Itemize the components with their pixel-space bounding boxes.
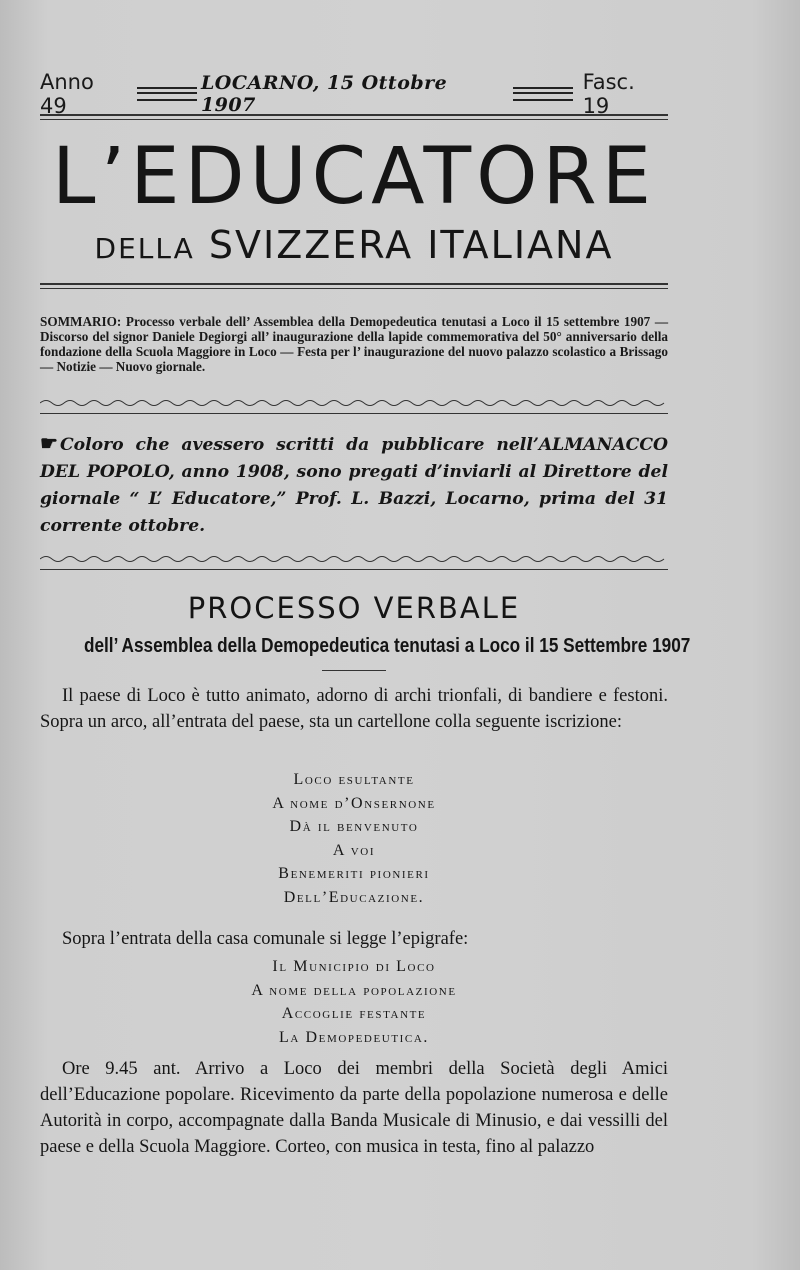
sommario-text: Processo verbale dell’ Assemblea della Demopedeutica tenutasi a Loco il 15 settembre 1907 — Discorso del signor Daniele Degiorgi all’ inaugurazione della lapide commemorativa del 50° anniversario della fondazione della Scuola Maggiore in Loco — Festa per l’ inaugurazione del nuovo palazzo scolastico a Brissago — Notizie — Nuovo giornale.: [40, 314, 669, 374]
notice-top-rule: [40, 413, 668, 414]
issue-number-group: [509, 70, 668, 118]
issue-year: Anno 49: [40, 70, 94, 118]
header-rule-thin: [40, 119, 668, 120]
inscription-line: Dell’Educazione.: [283, 888, 425, 906]
inscription-line: A nome d’Onsernone: [272, 794, 436, 812]
inscription-line: A voi: [332, 841, 376, 859]
article-subtitle: dell’ Assemblea della Demopedeutica tenutasi a Loco il 15 Settembre 1907: [83, 635, 691, 657]
issue-number: Fasc. 19: [582, 70, 635, 118]
notice-bottom-rule: [40, 569, 668, 570]
journal-subtitle-main: SVIZZERA ITALIANA: [208, 223, 614, 267]
sommario-label: SOMMARIO:: [40, 314, 122, 329]
inscription-line: La Demopedeutica.: [278, 1028, 430, 1046]
article-title: PROCESSO VERBALE: [187, 591, 521, 625]
article-paragraph-2: Sopra l’entrata della casa comunale si legge l’epigrafe:: [62, 929, 469, 949]
journal-subtitle: [40, 222, 668, 272]
notice-text: Coloro che avessero scritti da pubblicare nell’ALMANACCO DEL POPOLO, anno 1908, sono pregati d’inviarli al Direttore del giornale “ L’ Educatore,” Prof. L. Bazzi, Locarno, prima del 31 corrente ottobre.: [40, 435, 668, 536]
issue-header: [40, 70, 668, 118]
header-ornament-left: [137, 87, 197, 101]
journal-subtitle-della: DELLA: [94, 232, 195, 265]
journal-title: L’EDUCATORE: [52, 132, 656, 222]
article-title-rule: [322, 670, 386, 671]
inscription-line: Il Municipio di Loco: [272, 958, 436, 975]
article-paragraph-3: Ore 9.45 ant. Arrivo a Loco dei membri della Società degli Amici dell’Educazione popolare. Ricevimento da parte della popolazione numerosa e delle Autorità in corpo, accompagnate dalla Banda Musicale di Minusio, e dai vessilli del paese e della Scuola Maggiore. Corteo, con musica in testa, fino al palazzo: [40, 1059, 668, 1157]
wavy-divider-1: [40, 398, 668, 408]
inscription-line: Accoglie festante: [281, 1005, 427, 1022]
inscription-arch: [40, 768, 668, 909]
issue-year-group: [40, 70, 201, 118]
pointing-hand-icon: ☛: [40, 431, 58, 455]
header-rule: [40, 114, 668, 116]
masthead-rule: [40, 283, 668, 285]
inscription-line: Dà il benvenuto: [289, 818, 419, 835]
article-paragraph-1: Il paese di Loco è tutto animato, adorno di archi trionfali, di bandiere e festoni. Sopra un arco, all’entrata del paese, sta un cartellone colla seguente iscrizione:: [40, 686, 668, 732]
wavy-divider-2: [40, 554, 668, 564]
inscription-line: Loco esultante: [293, 771, 415, 788]
masthead-rule-thin: [40, 288, 668, 289]
inscription-town-hall: [40, 955, 668, 1049]
issue-date: LOCARNO, 15 Ottobre 1907: [200, 72, 448, 116]
almanac-notice: [40, 430, 668, 540]
inscription-line: A nome della popolazione: [251, 981, 457, 999]
header-ornament-right: [513, 87, 573, 101]
table-of-contents: [40, 314, 668, 374]
inscription-line: Benemeriti pionieri: [278, 865, 430, 882]
